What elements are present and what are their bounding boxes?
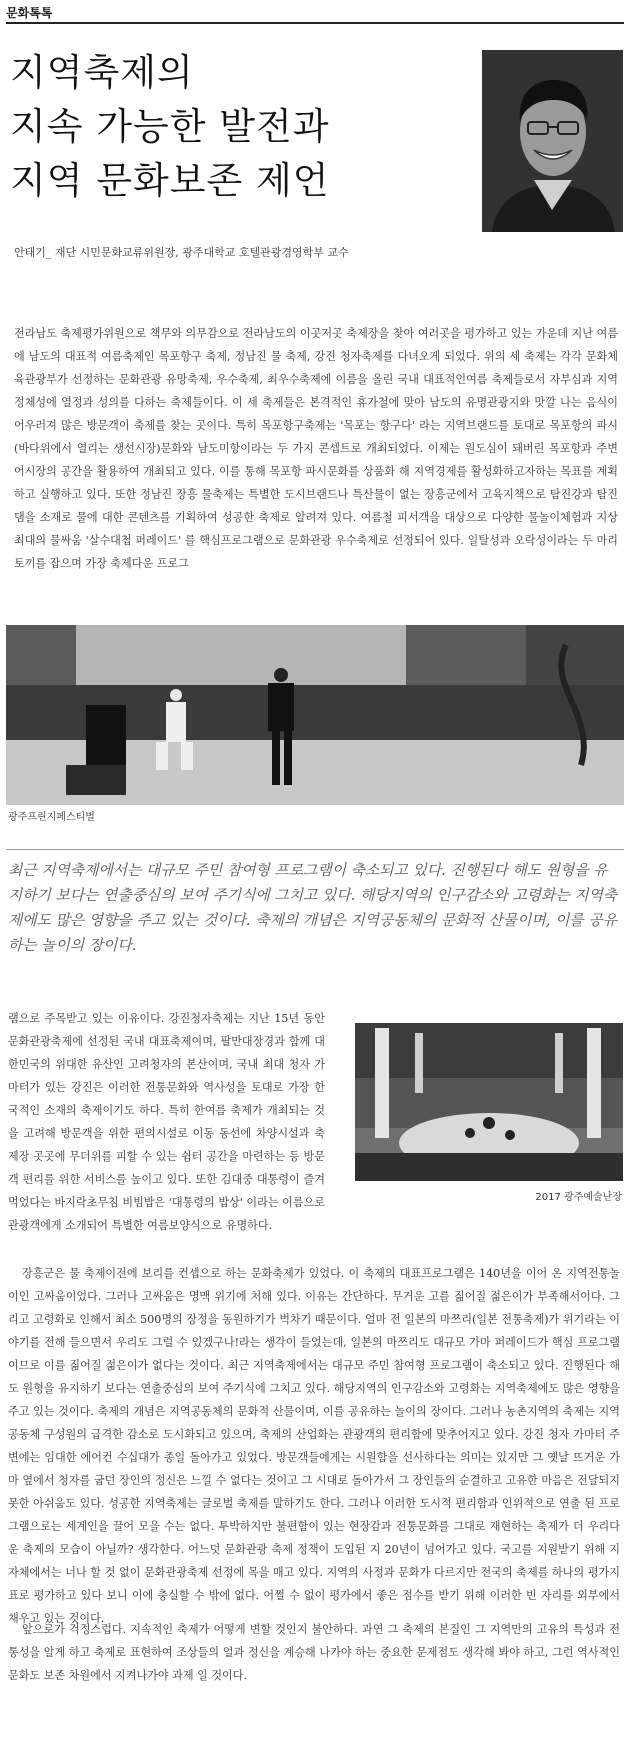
photo1-caption: 광주프린지페스티벌 — [8, 812, 95, 823]
body-main: 장흥군은 물 축제이전에 보리를 컨셉으로 하는 문화축제가 있었다. 이 축제의 대표프로그램은 140년을 이어 온 지역전통놀이인 고싸움이었다. 그러나 고싸움은 명맥 위기에 처해 있다. 이유는 간단하다. 무거운 고를 짊어질 젊은이가 부족해서이다. 그리고 고령화로 인해서 최소 500명의 장정을 동원하기가 벅차기 때문이다. 얼마 전 일본의 마쯔리(일본 전통축제)가 위기라는 이야기를 전해 들으면서 우리도 그럴 수 있겠구나!라는 생각이 들었는데, 일본의 마쯔리도 대규모 가마 퍼레이드가 핵심 프로그램이므로 이를 짊어질 젊은이가 없다는 것이다. 최근 지역축제에서는 대규모 주민 참여형 프로그램이 축소되고 있다. 진행된다 해도 원형을 유지하기 보다는 연출중심의 보여 주기식에 그치고 있다. 해당지역의 인구감소와 고령화는 지역축제에도 많은 영향을 주고 있는 것이다. 축제의 개념은 지역공동체의 문화적 산물이며, 이를 공유하는 놀이의 장이다. 그러나 농촌지역의 축제는 지역공동체 구성원의 급격한 감소로 도시화되고 있으며, 축제의 산업화는 관광객의 편리함에 맞추어지고 있다. 강진 청자 가마터 주변에는 임대한 에어컨 수십대가 종일 돌아가고 있었다. 방문객들에게는 시원함을 선사하다는 의미는 있지만 그 옛날 뜨거운 가마 옆에서 청자를 굽던 장인의 정신은 느낄 수 없다는 것이고 그 시대로 돌아가서 그 장인들의 순결하고 고유한 마음은 전달되지 못한 아쉬움도 있다. 성공한 지역축제는 글로벌 축제를 말하기도 한다. 그러나 이러한 도시적 편리함과 인위적으로 연출 된 프로그램으로는 세계인을 끌어 모을 수는 없다. 투박하지만 불편함이 있는 현장감과 전통문화를 그대로 재현하는 축제가 더 우리다운 축제의 모습이 아닐까? 생각한다. 어느덧 문화관광 축제 정책이 도입된 지 20년이 넘어가고 있다. 국고를 지원받기 위해 지자체에서는 너나 할 것 없이 문화관광축제 선정에 목을 매고 있다. 지역의 사정과 문화가 다르지만 전국의 축제를 하나의 평가지표로 평가하고 있다 보니 이에 충실할 수 밖에 없다. 어쩔 수 없이 평가에서 좋은 점수를 받기 위해 이러한 빈 자리를 외부에서 채우고 있는 것이다. — [8, 1267, 620, 1625]
body-final: 앞으로가 걱정스럽다. 지속적인 축제가 어떻게 변할 것인지 불안하다. 과연 그 축제의 본질인 그 지역만의 고유의 특성과 전통성을 알게 하고 축제로 표현하여 조상들의 얼과 정신을 계승해 나가야 하는 중요한 문제점도 생각해 봐야 하고, 그런 역사적인 문화도 보존 차원에서 지켜나가야 과제 일 것이다. — [8, 1623, 620, 1682]
byline: 안태기_ 재단 시민문화교류위원장, 광주대학교 호텔관광경영학부 교수 — [14, 246, 349, 259]
title-line-2: 지속 가능한 발전과 — [10, 105, 330, 148]
art-festival-photo — [355, 1023, 623, 1181]
author-portrait — [482, 50, 623, 232]
article-title — [10, 46, 410, 208]
pull-quote: 최근 지역축제에서는 대규모 주민 참여형 프로그램이 축소되고 있다. 진행된다 해도 원형을 유지하기 보다는 연출중심의 보여 주기식에 그치고 있다. 해당지역의 인구감소와 고령화는 지역축제에도 많은 영향을 주고 있는 것이다. 축제의 개념은 지역공동체의 문화적 산물이며, 이를 공유하는 놀이의 장이다. — [8, 862, 618, 954]
title-line-3: 지역 문화보존 제언 — [10, 159, 330, 202]
fringe-festival-photo — [6, 625, 624, 805]
body-intro: 전라남도 축제평가위원으로 책무와 의무감으로 전라남도의 이곳저곳 축제장을 찾아 여러곳을 평가하고 있는 가운데 지난 여름에 남도의 대표적 여름축제인 목포항구 축제, 정남진 물 축제, 강진 청자축제를 다녀오게 되었다. 위의 세 축제는 각각 문화체육관광부가 선정하는 문화관광 유망축제, 우수축제, 최우수축제에 이름을 올린 국내 대표적인여름 축제들로서 자부심과 지역정체성에 열정과 성의를 다하는 축제들이다. 이 세 축제들은 본격적인 휴가철에 맞아 남도의 유명관광지와 맛깔 나는 음식이 어우러져 많은 방문객이 축제를 찾는 곳이다. 특히 목포항구축제는 '목포는 항구다' 라는 지역브랜드를 토대로 목포항의 파시(바다위에서 열리는 생선시장)문화와 남도미항이라는 두 가지 콘셉트로 개최되었다. 이제는 원도심이 돼버린 목포항과 주변 어시장의 공간을 활용하여 개최되고 있다. 이를 통해 목포항 파시문화를 상품화 해 지역경제를 활성화하고자하는 목표를 계획하고 실행하고 있다. 또한 정남진 장흥 물축제는 특별한 도시브랜드나 특산물이 없는 장흥군에서 고육지책으로 탐진강과 탐진댐을 소재로 물에 대한 콘텐츠를 기획하여 성공한 축제로 알려져 있다. 여름철 피서객을 대상으로 다양한 물놀이체험과 지상 최대의 물싸움 '살수대첩 퍼레이드' 를 핵심프로그램으로 문화관광 우수축제로 선정되어 있다. 일탈성과 오락성이라는 두 마리 토끼를 잡으며 가장 축제다운 프로그 — [14, 327, 618, 570]
section-label: 문화톡톡 — [6, 6, 53, 20]
divider — [6, 849, 624, 850]
top-rule — [6, 22, 624, 24]
photo2-caption: 2017 광주예술난장 — [535, 1192, 622, 1203]
title-line-1: 지역축제의 — [10, 51, 194, 94]
body-column: 램으로 주목받고 있는 이유이다. 강진청자축제는 지난 15년 동안 문화관광축제에 선정된 국내 대표축제이며, 팔만대장경과 함께 대한민국의 위대한 유산인 고려청자의 본산이며, 국내 최대 청자 가마터가 있는 강진은 이러한 전통문화와 역사성을 토대로 가장 한국적인 소재의 축제이기도 하다. 특히 한여름 축제가 개최되는 것을 고려해 방문객을 위한 편의시설로 이동 동선에 차양시설과 축제장 곳곳에 무더위를 피할 수 있는 쉼터 공간을 마련하는 등 방문객 편리를 위한 서비스를 높이고 있다. 또한 김대중 대통령이 즐겨먹었다는 바지락초무침 비빔밥은 '대통령의 밥상' 이라는 이름으로 관광객에게 소개되어 특별한 여름보양식으로 유명하다. — [8, 1012, 325, 1232]
